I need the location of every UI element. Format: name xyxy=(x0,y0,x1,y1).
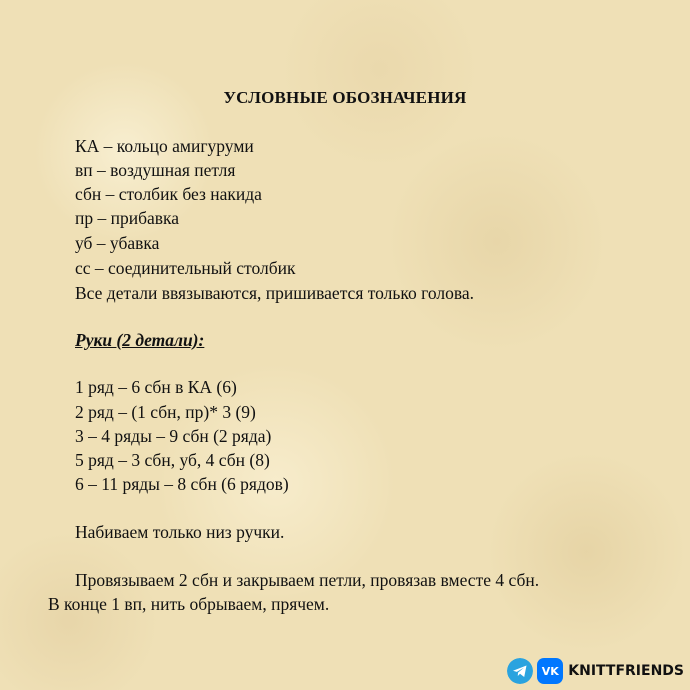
legend-item: вп – воздушная петля xyxy=(75,160,236,180)
legend-item: уб – убавка xyxy=(75,233,160,253)
pattern-row: 6 – 11 ряды – 8 сбн (6 рядов) xyxy=(75,474,289,494)
footer-brand xyxy=(507,656,684,686)
pattern-row: 3 – 4 ряды – 9 сбн (2 ряда) xyxy=(75,426,272,446)
legend-item: сс – соединительный столбик xyxy=(75,258,296,278)
section-title: Руки (2 детали): xyxy=(75,330,205,350)
legend-item: КА – кольцо амигуруми xyxy=(75,136,254,156)
page-title: УСЛОВНЫЕ ОБОЗНАЧЕНИЯ xyxy=(223,88,467,107)
legend-item: пр – прибавка xyxy=(75,208,180,228)
pattern-row: 1 ряд – 6 сбн в КА (6) xyxy=(75,377,237,397)
instruction-note: Набиваем только низ ручки. xyxy=(75,522,285,542)
brand-name: KNITTFRIENDS xyxy=(568,663,684,679)
legend-note: Все детали ввязываются, пришивается только голова. xyxy=(75,283,475,303)
legend-item: сбн – столбик без накида xyxy=(75,184,262,204)
vk-icon: VK xyxy=(537,658,563,684)
pattern-row: 2 ряд – (1 сбн, пр)* 3 (9) xyxy=(75,402,256,422)
instruction-line: Провязываем 2 сбн и закрываем петли, провязав вместе 4 сбн. xyxy=(75,570,540,590)
pattern-row: 5 ряд – 3 сбн, уб, 4 сбн (8) xyxy=(75,450,270,470)
telegram-icon xyxy=(507,658,533,684)
instruction-line: В конце 1 вп, нить обрываем, прячем. xyxy=(48,594,330,614)
